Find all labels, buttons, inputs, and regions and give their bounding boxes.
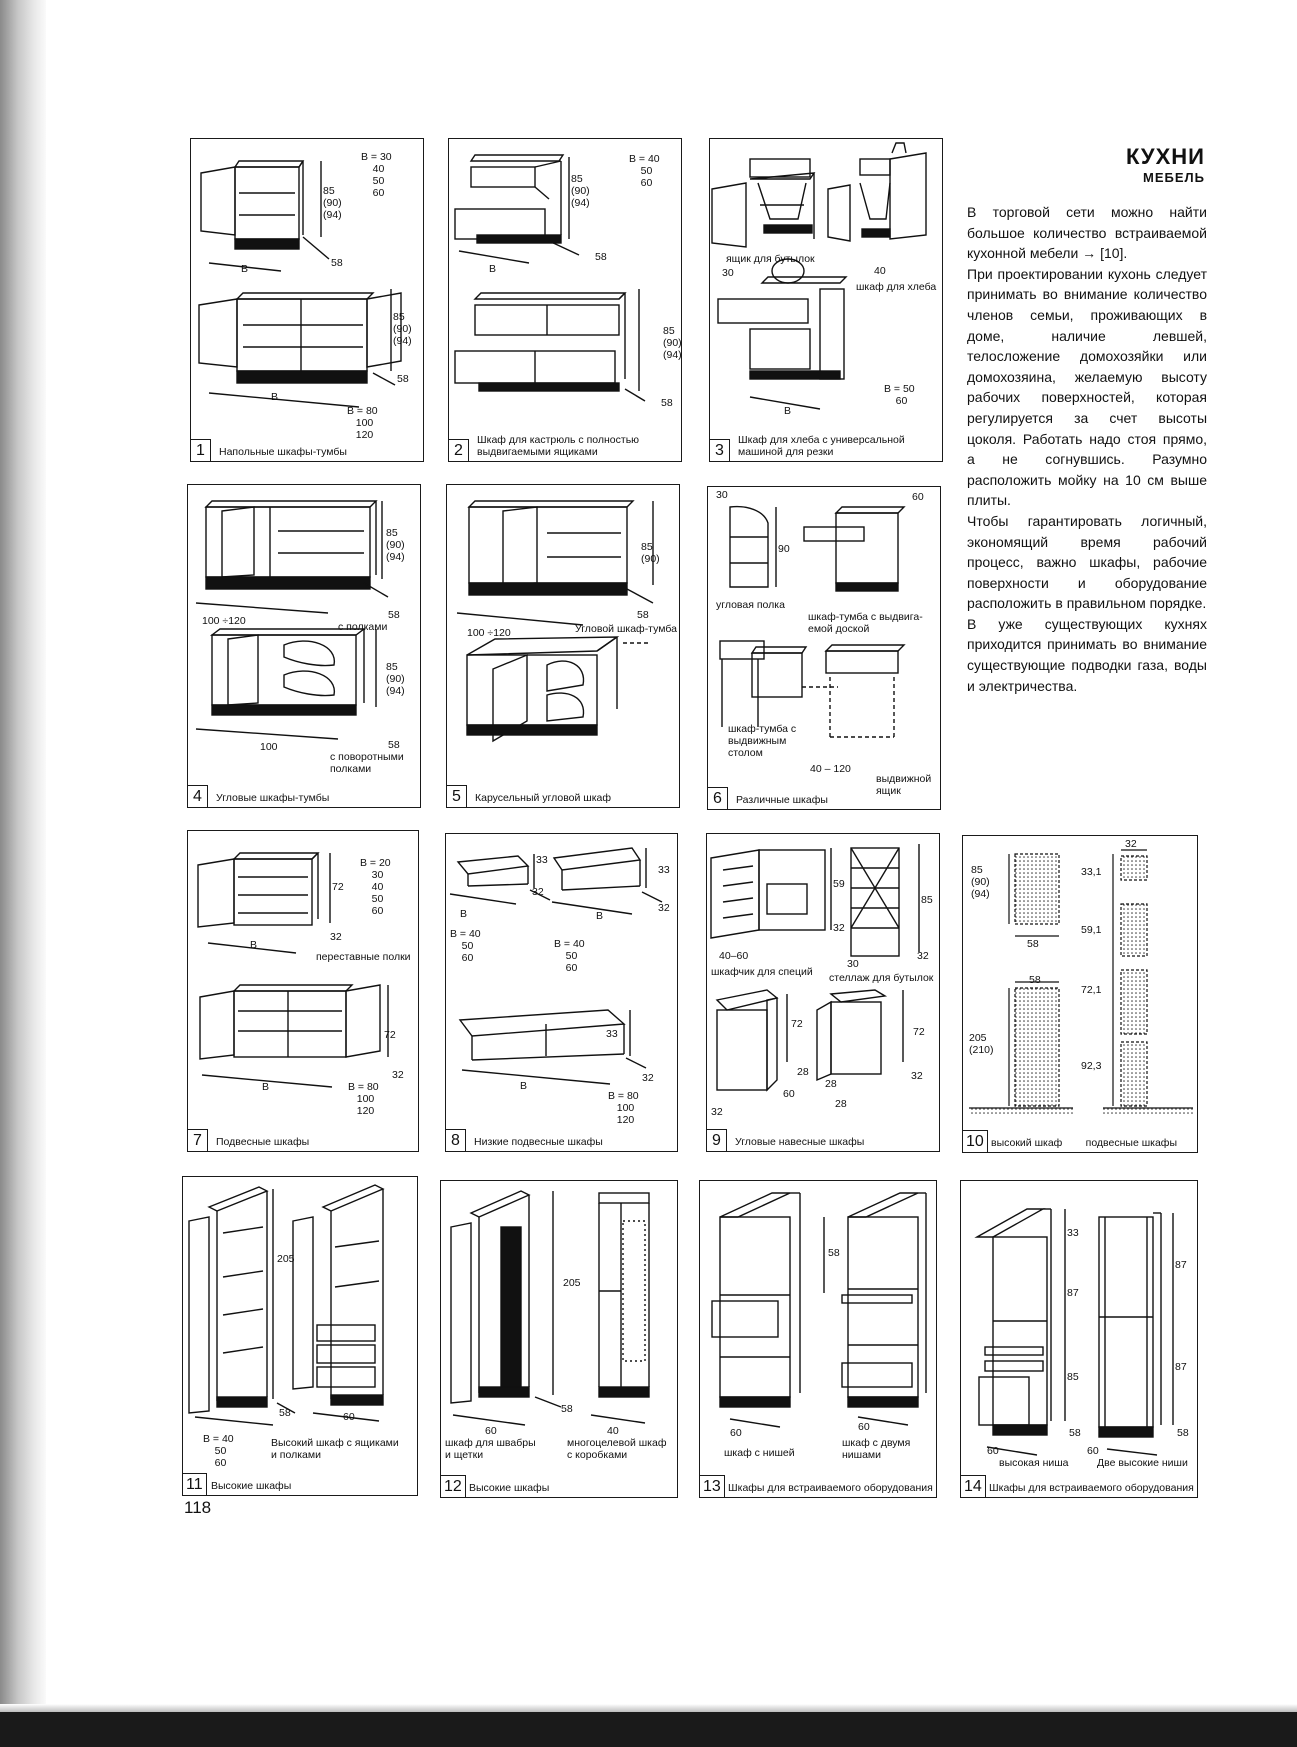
dim-label: выдвижной ящик [876,773,932,797]
dim-label: 100 [260,741,278,753]
dim-label: шкаф с двумя нишами [842,1437,911,1461]
dim-label: 28 [797,1066,809,1078]
dim-label: высокая ниша [999,1457,1069,1469]
dim-label: 33 [658,864,670,876]
section-heading [960,144,1205,186]
dim-label: 32 [532,886,544,898]
dim-label: 33 [606,1028,618,1040]
dim-label: 60 [783,1088,795,1100]
dim-label: 85 (90) (94) [386,527,405,563]
figure-caption-text: Шкафы для встраиваемого оборудования [728,1482,933,1494]
dim-label: 40 [607,1425,619,1437]
figure-3-drawing [710,139,944,463]
scan-bottom-edge [0,1712,1297,1747]
dim-label: 100 ÷120 [467,627,511,639]
figure-caption [710,434,942,461]
dim-label: 58 [637,609,649,621]
dim-label: 87 [1175,1361,1187,1373]
dim-label: с поворотными полками [330,751,404,775]
dim-label: 72,1 [1081,984,1102,996]
figure-number: 13 [700,1475,725,1497]
dim-label: 60 [858,1421,870,1433]
figure-panel-11 [182,1176,418,1496]
dim-label: 60 [343,1411,355,1423]
dim-label: с полками [338,621,388,633]
dim-label: угловая полка [716,599,785,611]
figure-panel-6 [707,486,941,810]
figure-panel-14 [960,1180,1198,1498]
dim-label: многоцелевой шкаф с коробками [567,1437,667,1461]
figure-number: 9 [707,1129,727,1151]
dim-label: 60 [1087,1445,1099,1457]
book-spine-shadow [0,0,46,1747]
figure-caption-text: Шкаф для кастрюль с полностью выдвигаемыми ящиками [477,434,640,458]
figure-caption [961,1473,1197,1497]
dim-label: 32 [711,1106,723,1118]
dim-label: B [250,939,258,951]
figure-panel-7 [187,830,419,1152]
dim-label: B = 40 50 60 [554,938,585,974]
figure-number: 4 [188,785,208,807]
dim-label: 32 [833,922,845,934]
dim-label: 60 [730,1427,742,1439]
dim-label: 85 (90) (94) [386,661,405,697]
dim-label: B = 20 30 40 50 60 [360,857,391,917]
dim-label: 32 [917,950,929,962]
figure-caption-text: Угловые навесные шкафы [735,1136,865,1148]
figure-caption [191,437,423,461]
paragraph: В торговой сети можно найти большое количество встраиваемой кухонной мебели → [10]. [967,204,1207,262]
dim-label: 58 [279,1407,291,1419]
dim-label: 32 [642,1072,654,1084]
dim-label: 60 [987,1445,999,1457]
dim-label: B = 50 60 [884,383,915,407]
dim-label: шкаф для швабры и щетки [445,1437,536,1461]
figure-caption-text: высокий шкаф подвесные шкафы [991,1137,1177,1149]
dim-label: 85 (90) (94) [663,325,682,361]
figure-caption-text: Угловые шкафы-тумбы [216,792,330,804]
dim-label: 72 [332,881,344,893]
figure-5-drawing [447,485,681,809]
dim-label: 30 [716,489,728,501]
dim-label: Две высокие ниши [1097,1457,1188,1469]
dim-label: 59 [833,878,845,890]
figure-panel-12 [440,1180,678,1498]
figure-caption [441,1473,677,1497]
dim-label: ящик для бутылок [726,253,815,265]
figure-caption [446,1127,677,1151]
dim-label: B = 30 40 50 60 [361,151,392,199]
figure-caption [707,1127,939,1151]
dim-label: 33 [1067,1227,1079,1239]
dim-label: 205 [277,1253,295,1265]
figure-panel-8 [445,833,678,1152]
dim-label: шкаф для хлеба [856,281,937,293]
dim-label: B = 40 50 60 [203,1433,234,1469]
figure-number: 6 [708,787,728,809]
figure-panel-10 [962,835,1198,1153]
dim-label: Высокий шкаф с ящиками и полками [271,1437,399,1461]
dim-label: 58 [1069,1427,1081,1439]
dim-label: шкаф с нишей [724,1447,795,1459]
dim-label: 60 [485,1425,497,1437]
figure-caption [447,783,679,807]
dim-label: 58 [388,739,400,751]
section-subtitle: МЕБЕЛЬ [1143,170,1205,185]
dim-label: 28 [835,1098,847,1110]
figure-caption [188,1127,418,1151]
dim-label: 205 (210) [969,1032,994,1056]
dim-label: 72 [791,1018,803,1030]
dim-label: 85 [1067,1371,1079,1383]
dim-label: 100 ÷120 [202,615,246,627]
paragraph: В уже существующих кухнях приходится принимать во внимание существующие подводки газа, воды и электричества. [967,615,1207,694]
figure-panel-13 [699,1180,937,1498]
paragraph: При проектировании кухонь следует принимать во внимание количество членов семьи, проживающих в доме, наличие левшей, телосложение домохозяйки или домохозяина, желаемую высоту рабочих поверхностей, которая регулируется за счет высоты цоколя. Работать надо стоя прямо, а не согнувшись. Разумно расположить мойку на 10 см выше плиты. [967,265,1207,509]
dim-label: 87 [1067,1287,1079,1299]
figure-number: 12 [441,1475,466,1497]
dim-label: B [784,405,792,417]
dim-label: 28 [825,1078,837,1090]
dim-label: B = 40 50 60 [629,153,660,189]
dim-label: 58 [1027,938,1039,950]
dim-label: 32 [1125,838,1137,850]
figure-number: 10 [963,1130,988,1152]
dim-label: 58 [331,257,343,269]
figure-panel-5 [446,484,680,808]
dim-label: 85 (90) [641,541,660,565]
dim-label: B [262,1081,270,1093]
figure-number: 1 [191,439,211,461]
dim-label: 85 (90) (94) [971,864,990,900]
page-number: 118 [184,1498,212,1517]
dim-label: B [520,1080,528,1092]
dim-label: 32 [911,1070,923,1082]
dim-label: 32 [330,931,342,943]
figure-panel-3 [709,138,943,462]
paragraph: Чтобы гарантировать логичный, экономящий время рабочий процесс, важно шкафы, рабочие поверхности и оборудование расположить в правильном порядке. [967,512,1207,612]
figure-number: 5 [447,785,467,807]
dim-label: 85 [921,894,933,906]
dim-label: B = 80 100 120 [348,1081,379,1117]
figure-number: 11 [183,1473,207,1495]
figure-number: 2 [449,439,469,461]
figure-panel-4 [187,484,421,808]
figure-caption-text: Высокие шкафы [211,1480,292,1492]
figure-caption-text: Различные шкафы [736,794,828,806]
dim-label: 92,3 [1081,1060,1102,1072]
figure-caption [708,785,940,809]
section-title: КУХНИ [1125,144,1205,169]
figure-number: 14 [961,1475,986,1497]
dim-label: 85 (90) (94) [323,185,342,221]
dim-label: B [489,263,497,275]
body-text [967,202,1207,696]
figure-caption-text: Высокие шкафы [469,1482,550,1494]
dim-label: 58 [661,397,673,409]
dim-label: 58 [397,373,409,385]
figure-caption-text: Шкафы для встраиваемого оборудования [989,1482,1194,1494]
figure-caption [963,1128,1197,1152]
dim-label: 72 [913,1026,925,1038]
figure-8-drawing [446,834,679,1153]
figure-caption [700,1473,936,1497]
dim-label: B [460,908,468,920]
dim-label: B [596,910,604,922]
dim-label: B = 80 100 120 [608,1090,639,1126]
figure-caption-text: Напольные шкафы-тумбы [219,446,347,458]
figure-panel-1 [190,138,424,462]
figure-9-drawing [707,834,941,1153]
dim-label: шкафчик для специй [711,966,813,978]
figure-caption-text: Подвесные шкафы [216,1136,310,1148]
figure-caption [188,783,420,807]
dim-label: 72 [384,1029,396,1041]
dim-label: 58 [1029,974,1041,986]
dim-label: Угловой шкаф-тумба [575,623,677,635]
dim-label: 59,1 [1081,924,1102,936]
dim-label: 30 [722,267,734,279]
dim-label: 33,1 [1081,866,1102,878]
dim-label: B [241,263,249,275]
dim-label: 40 – 120 [810,763,851,775]
dim-label: 205 [563,1277,581,1289]
figure-caption-text: Карусельный угловой шкаф [475,792,612,804]
dim-label: 33 [536,854,548,866]
dim-label: B = 40 50 60 [450,928,481,964]
figure-number: 7 [188,1129,208,1151]
dim-label: 90 [778,543,790,555]
dim-label: 30 [847,958,859,970]
dim-label: 58 [828,1247,840,1259]
dim-label: 58 [595,251,607,263]
dim-label: 87 [1175,1259,1187,1271]
dim-label: 40 [874,265,886,277]
dim-label: 58 [1177,1427,1189,1439]
dim-label: стеллаж для бутылок [829,972,934,984]
figure-number: 3 [710,439,730,461]
dim-label: 58 [388,609,400,621]
figure-caption [183,1471,417,1495]
dim-label: переставные полки [316,951,411,963]
figure-panel-2 [448,138,682,462]
figure-caption [449,434,681,461]
dim-label: 40–60 [719,950,749,962]
dim-label: 32 [658,902,670,914]
figure-caption-text: Низкие подвесные шкафы [474,1136,603,1148]
dim-label: 85 (90) (94) [393,311,412,347]
dim-label: шкаф-тумба с выдвига- емой доской [808,611,923,635]
figure-number: 8 [446,1129,466,1151]
dim-label: 85 (90) (94) [571,173,590,209]
dim-label: 58 [561,1403,573,1415]
figure-caption-text: Шкаф для хлеба с универсальной машиной для резки [738,434,905,458]
dim-label: 32 [392,1069,404,1081]
dim-label: B [271,391,279,403]
dim-label: 60 [912,491,924,503]
figure-panel-9 [706,833,940,1152]
dim-label: шкаф-тумба с выдвижным столом [728,723,797,759]
dim-label: B = 80 100 120 [347,405,378,441]
